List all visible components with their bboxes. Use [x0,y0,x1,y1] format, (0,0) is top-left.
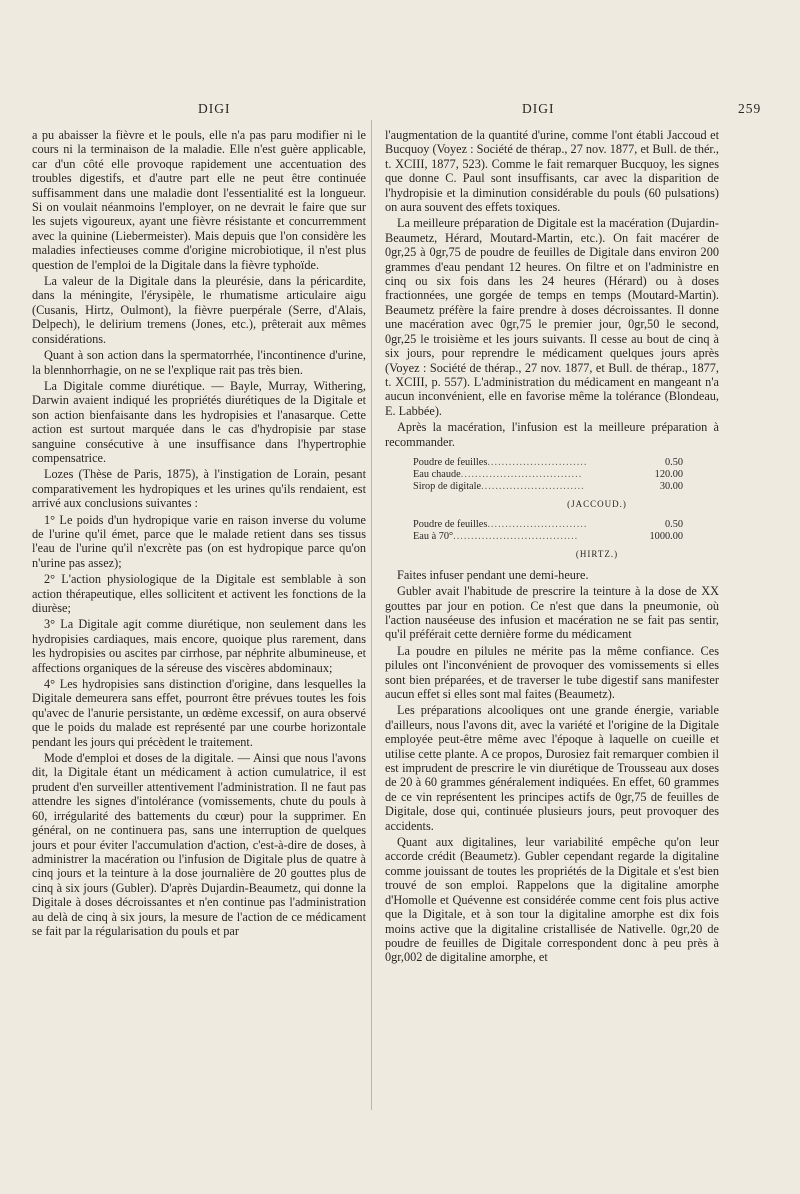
quantity: 30.00 [659,480,683,492]
paragraph: 4° Les hydropisies sans distinction d'origine, dans lesquelles la Digitale demeurera sans effet, pourront être prévues toutes les fois qu'avec de l'anurie persistante, un œdème excessif, on aura observé que le poids du malade est représenté par une courbe horizontale pendant les jours qui précèdent le traitement. [32,677,366,749]
paragraph: Quant aux digitalines, leur variabilité empêche qu'on leur accorde crédit (Beaumetz). Gubler cependant regarde la digitaline comme jouissant de toutes les propriétés de la Digitale et s'est bien trouvé de son emploi. Rappelons que la digitaline amorphe d'Homolle et Quévenne est considérée comme cent fois plus active que la Digitale, et à son tour la digitaline amorphe est dix fois moins active que la digitaline cristallisée de Nativelle. 0gr,20 de poudre de feuilles de Digitale correspondent donc à peu près à 0gr,002 de digitaline amorphe, et [385,835,719,965]
quantity: 120.00 [654,468,683,480]
quantity: 0.50 [664,519,683,531]
paragraph: a pu abaisser la fièvre et le pouls, elle n'a pas paru modifier ni le cours ni la terminaison de la maladie. Elle n'est guère applicable, car d'un côté elle provoque rapidement une accentuation des troubles digestifs, et d'autre part elle ne peut être continuée suffisamment dans une maladie dont l'essentialité est la longueur. Si on voulait néanmoins l'employer, on ne devrait le faire que sur les sujets vigoureux, ayant une fièvre résistante et concurremment avec la quinine (Liebermeister). Mais depuis que l'on considère les maladies infectieuses comme d'origine microbiotique, il n'est plus question de l'emploi de la Digitale dans la fièvre typhoïde. [32,128,366,272]
recipe-jaccoud [413,457,683,493]
ingredient: Eau chaude [413,468,461,480]
paragraph: La meilleure préparation de Digitale est la macération (Dujardin-Beaumetz, Hérard, Moutard-Martin, etc.). On fait macérer de 0gr,25 à 0gr,75 de poudre de feuilles de Digitale dans environ 200 grammes d'eau pendant 12 heures. On filtre et on l'administre en cinq ou six fois dans les 24 heures (Hérard) ou à doses fractionnées, une gorgée de temps en temps (Moutard-Martin). Beaumetz préfère la faire prendre à doses décroissantes. Il donne une macération avec 0gr,75 le premier jour, 0gr,50 le second, 0gr,25 le troisième et les jours suivants. Il cesse au bout de cinq à six jours, pour reprendre le médicament quelques jours après (Voyez : Société de thérap., 27 nov. 1877, et Bull. de thérap., 1877, t. XCIII, p. 557). L'administration du médicament en mangeant n'a aucun inconvénient, elle en favorise même la tolérance (Blondeau, E. Labbée). [385,216,719,418]
paragraph: Après la macération, l'infusion est la meilleure préparation à recommander. [385,420,719,449]
left-column [32,128,366,940]
recipe-row: Eau à 70°................................... 1000.00 [413,531,683,543]
recipe-row: Poudre de feuilles............................ 0.50 [413,456,683,468]
paragraph: Les préparations alcooliques ont une grande énergie, variable d'ailleurs, nous l'avons dit, avec la variété et l'origine de la Digitale employée peut-être même avec l'époque à laquelle on cueille et utilise cette plante. A ce propos, Durosiez fait remarquer combien il est imprudent de prescrire le vin diurétique de Trousseau aux doses de 20 à 60 grammes généralement indiquées. En effet, 60 grammes de ce vin représentent les principes actifs de 0gr,75 de feuilles de Digitale, dose qui, continuée plusieurs jours, peut provoquer des accidents. [385,703,719,833]
running-head-right: DIGI [522,101,555,116]
quantity: 0.50 [664,456,683,468]
paragraph: La poudre en pilules ne mérite pas la même confiance. Ces pilules ont l'inconvénient de provoquer des vomissements si elles sont bien préparées, et de traverser le tube digestif sans manifester aucun effet si elles sont mal faites (Beaumetz). [385,643,719,701]
recipe-author: (HIRTZ.) [575,549,619,560]
column-divider [371,120,372,1110]
paragraph: La valeur de la Digitale dans la pleurésie, dans la péricardite, dans la méningite, l'érysipèle, le rhumatisme articulaire aigu (Cusanis, Hirtz, Oulmont), la fièvre puerpérale (Serre, d'Alais, Delpech), le delirium tremens (Jones, etc.), prêterait aux mêmes considérations. [32,274,366,346]
paragraph: 3° La Digitale agit comme diurétique, non seulement dans les hydropisies cardiaques, mais encore, quoique plus rarement, dans les hydropisies ou ascites par cirrhose, par néphrite albumineuse, et affections organiques de la séreuse des viscères abdominaux; [32,617,366,675]
paragraph: 1° Le poids d'un hydropique varie en raison inverse du volume de l'urine qu'il émet, parce que le malade retient dans ses tissus l'eau de l'urine qu'il n'excrète pas (on est hydropique parce qu'on n'urine pas assez); [32,512,366,570]
paragraph: Faites infuser pendant une demi-heure. [397,567,589,582]
ingredient: Poudre de feuilles [413,456,488,468]
quantity: 1000.00 [649,531,683,543]
recipe-row: Sirop de digitale............................. 30.00 [413,480,683,492]
ingredient: Sirop de digitale [413,480,482,492]
right-column [385,128,719,967]
paragraph: Gubler avait l'habitude de prescrire la teinture à la dose de XX gouttes par jour en potion. Ce n'est que dans la pneumonie, où l'action nauséeuse des infusion et macération ne se fait pas sentir, qu'il préférait cette dernière forme du médicament [385,584,719,642]
paragraph: La Digitale comme diurétique. — Bayle, Murray, Withering, Darwin avaient indiqué les propriétés diurétiques de la Digitale et son action bienfaisante dans les hydropisies et l'anasarque. Cette action est surtout marquée dans le cas d'hydropisie par stase sanguine consécutive à une insuffisance dans l'hypertrophie compensatrice. [32,378,366,465]
recipe-author: (JACCOUD.) [567,498,627,509]
recipe-hirtz [413,519,683,543]
paragraph: Mode d'emploi et doses de la digitale. — Ainsi que nous l'avons dit, la Digitale étant un médicament à action cumulatrice, il est prudent d'en surveiller attentivement l'administration. Il ne faut pas attendre les signes d'intolérance (vomissements, chute du pouls à 60, irrégularité des battements du cœur) pour la supprimer. En général, on ne continuera pas, sans une interruption de quelques jours et pour éviter l'accumulation d'action, c'est-à-dire de doses, à administrer la macération ou l'infusion de Digitale plus de quatre à cinq jours et la teinture à la dose journalière de 20 gouttes plus de cinq à six jours (Gubler). D'après Dujardin-Beaumetz, qui donne la Digitale à doses décroissantes et n'en continue pas l'administration au delà de cinq à six jours, la mesure de l'action de ce médicament se fait par la régularisation du pouls et par [32,751,366,938]
ingredient: Poudre de feuilles [413,519,488,531]
paragraph: Lozes (Thèse de Paris, 1875), à l'instigation de Lorain, pesant comparativement les hydropiques et les urines qu'ils rendaient, est arrivé aux conclusions suivantes : [32,467,366,511]
ingredient: Eau à 70° [413,531,454,543]
recipe-row: Eau chaude.................................. 120.00 [413,468,683,480]
running-head-left: DIGI [198,101,231,116]
recipe-row: Poudre de feuilles............................ 0.50 [413,519,683,531]
page-number: 259 [738,101,762,116]
paragraph: Quant à son action dans la spermatorrhée, l'incontinence d'urine, la blennhorrhagie, on ne se l'explique rait pas très bien. [32,348,366,377]
paragraph: l'augmentation de la quantité d'urine, comme l'ont établi Jaccoud et Bucquoy (Voyez : Société de thérap., 27 nov. 1877, et Bull. de thér., t. XCIII, 1877, 523). Comme le fait remarquer Bucquoy, les signes que donne C. Paul sont insuffisants, car avec la disparition de l'hydropisie et la diminution considérable du pouls (60 pulsations) on aura souvent des effets toxiques. [385,128,719,215]
paragraph: 2° L'action physiologique de la Digitale est semblable à son action thérapeutique, elles sollicitent et activent les fonctions de la diurèse; [32,572,366,615]
